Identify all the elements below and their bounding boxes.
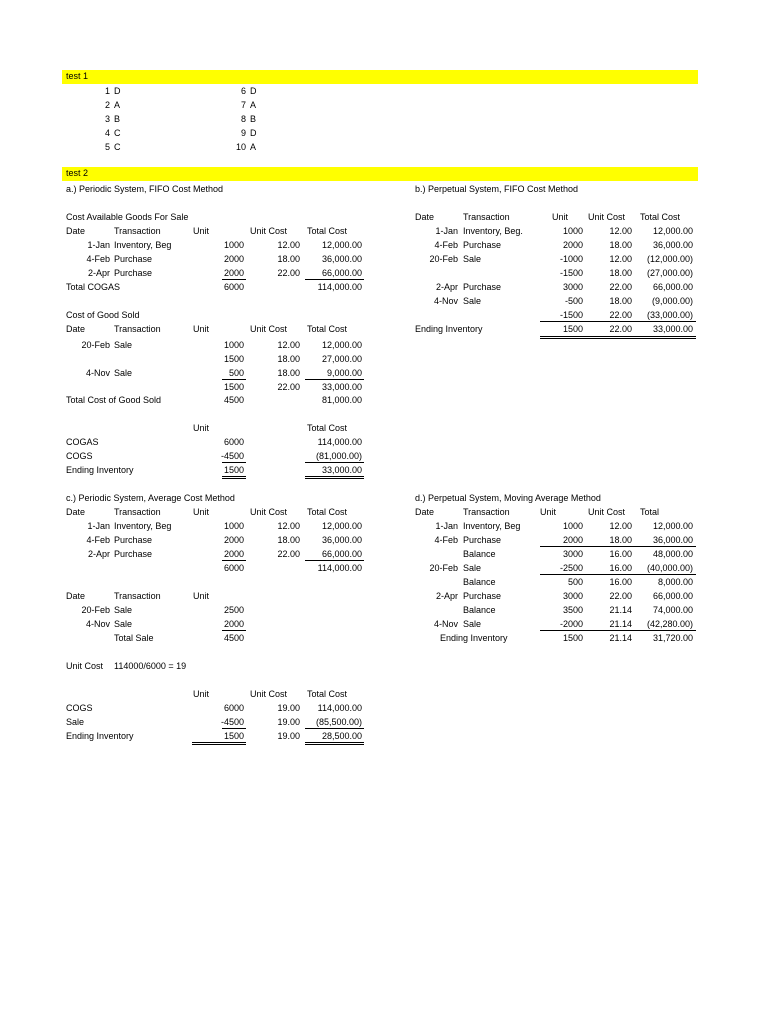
total-cost-cell: 66,000.00 <box>321 549 362 559</box>
transaction-cell: Sale <box>463 619 482 629</box>
header-transaction: Transaction <box>114 591 161 601</box>
summary-unit: 1500 <box>223 465 244 475</box>
total-cost-cell: 12,000.00 <box>321 340 362 350</box>
answer-number: 7 <box>240 100 246 110</box>
transaction-cell: Balance <box>463 549 496 559</box>
transaction-cell: Purchase <box>463 535 502 545</box>
header-total-cost: Total Cost <box>307 324 348 334</box>
summary-unit: 1500 <box>223 731 244 741</box>
header-unit: Unit <box>193 507 210 517</box>
unit-cost-cell: 18.00 <box>277 354 300 364</box>
date-cell: 4-Feb <box>86 535 110 545</box>
header-date: Date <box>66 226 86 236</box>
total-cell: 8,000.00 <box>657 577 693 587</box>
header-unit: Unit <box>552 212 569 222</box>
total-cost-cell: (27,000.00) <box>646 268 693 278</box>
answer-letter: A <box>250 142 257 152</box>
answer-letter: C <box>114 128 121 138</box>
transaction-cell: Inventory, Beg. <box>463 226 523 236</box>
unit-cell: 1000 <box>223 240 244 250</box>
total-cost-cell: (33,000.00) <box>646 310 693 320</box>
unit-cell: 1500 <box>562 633 583 643</box>
unit-cell: 2500 <box>223 605 244 615</box>
total-sale-label: Total Sale <box>114 633 154 643</box>
double-underline <box>540 336 696 339</box>
answer-letter: D <box>114 86 121 96</box>
summary-unit-cost: 19.00 <box>277 703 300 713</box>
underline <box>222 630 246 631</box>
section-b-title: b.) Perpetual System, FIFO Cost Method <box>415 184 579 194</box>
header-transaction: Transaction <box>463 507 510 517</box>
transaction-cell: Ending Inventory <box>440 633 508 643</box>
total-cell: 48,000.00 <box>652 549 693 559</box>
total-cogs-unit: 4500 <box>223 395 244 405</box>
ending-inventory-value: 33,000.00 <box>652 324 693 334</box>
total-cost-cell: 36,000.00 <box>321 254 362 264</box>
header-date: Date <box>66 591 86 601</box>
unit-cell: 3000 <box>562 549 583 559</box>
unit-cost-cell: 16.00 <box>609 549 632 559</box>
summary-value: 114,000.00 <box>317 703 362 713</box>
underline <box>222 728 246 729</box>
summary-unit: 6000 <box>223 437 244 447</box>
unit-cell: 500 <box>567 577 583 587</box>
summary-label: COGS <box>66 703 93 713</box>
unit-cost-cell: 22.00 <box>609 591 632 601</box>
transaction-cell: Balance <box>463 605 496 615</box>
header-unit-cost: Unit Cost <box>250 507 288 517</box>
answer-letter: A <box>114 100 121 110</box>
cogs-title: Cost of Good Sold <box>66 310 140 320</box>
answer-number: 2 <box>104 100 110 110</box>
summary-label: Ending Inventory <box>66 465 134 475</box>
header-date: Date <box>66 507 86 517</box>
unit-cost-cell: 22.00 <box>277 268 300 278</box>
transaction-cell: Inventory, Beg <box>114 521 172 531</box>
ending-inventory-unit-cost: 22.00 <box>609 324 632 334</box>
answer-letter: A <box>250 100 257 110</box>
unit-cell: 1500 <box>223 382 244 392</box>
date-cell: 1-Jan <box>435 521 458 531</box>
total-unit: 6000 <box>223 563 244 573</box>
unit-cost-cell: 12.00 <box>609 226 632 236</box>
section-d-title: d.) Perpetual System, Moving Average Method <box>415 493 601 503</box>
cogas-title: Cost Available Goods For Sale <box>66 212 189 222</box>
total-cogas-unit: 6000 <box>223 282 244 292</box>
transaction-cell: Sale <box>114 619 133 629</box>
unit-cost-cell: 22.00 <box>277 382 300 392</box>
unit-cost-cell: 21.14 <box>609 633 632 643</box>
summary-unit-cost: 19.00 <box>277 717 300 727</box>
header-unit: Unit <box>193 591 210 601</box>
answer-number: 1 <box>104 86 110 96</box>
underline <box>305 728 364 729</box>
underline <box>305 462 364 463</box>
unit-cost-calculation: 114000/6000 = 19 <box>114 661 187 671</box>
total-cell: (40,000.00) <box>646 563 693 573</box>
transaction-cell: Purchase <box>463 282 502 292</box>
summary-value: 33,000.00 <box>321 465 362 475</box>
test1-title: test 1 <box>66 71 89 81</box>
total-cost-cell: 36,000.00 <box>321 535 362 545</box>
transaction-cell: Purchase <box>463 240 502 250</box>
header-unit: Unit <box>193 423 210 433</box>
answer-letter: D <box>250 128 257 138</box>
total-cost-cell: (9,000.00) <box>651 296 693 306</box>
date-cell: 2-Apr <box>87 268 110 278</box>
answer-letter: C <box>114 142 121 152</box>
total-cell: 31,720.00 <box>652 633 693 643</box>
transaction-cell: Inventory, Beg <box>463 521 521 531</box>
header-date: Date <box>415 212 435 222</box>
header-unit-cost: Unit Cost <box>588 212 626 222</box>
unit-cell: -1000 <box>559 254 583 264</box>
total-cost-cell: 27,000.00 <box>321 354 362 364</box>
underline <box>222 379 246 380</box>
transaction-cell: Purchase <box>114 268 153 278</box>
transaction-cell: Sale <box>114 340 133 350</box>
unit-cell: -2000 <box>559 619 583 629</box>
header-unit: Unit <box>193 689 210 699</box>
total-cost-cell: 33,000.00 <box>321 382 362 392</box>
transaction-cell: Purchase <box>114 549 153 559</box>
transaction-cell: Purchase <box>114 254 153 264</box>
underline <box>222 560 246 561</box>
answer-number: 6 <box>240 86 246 96</box>
answer-letter: D <box>250 86 257 96</box>
unit-cost-cell: 18.00 <box>277 535 300 545</box>
total-cogs-label: Total Cost of Good Sold <box>66 395 162 405</box>
unit-cell: 1500 <box>223 354 244 364</box>
summary-unit-cost: 19.00 <box>277 731 300 741</box>
date-cell: 1-Jan <box>87 521 110 531</box>
double-underline <box>222 476 246 479</box>
header-total-cost: Total Cost <box>307 226 348 236</box>
unit-cost-cell: 18.00 <box>609 535 632 545</box>
date-cell: 4-Nov <box>85 619 110 629</box>
date-cell: 4-Nov <box>433 619 458 629</box>
unit-cost-cell: 22.00 <box>609 310 632 320</box>
test1-header-band <box>62 70 698 84</box>
total-cost-cell: (12,000.00) <box>646 254 693 264</box>
double-underline <box>305 742 364 745</box>
answer-number: 9 <box>240 128 246 138</box>
unit-cost-cell: 18.00 <box>609 240 632 250</box>
unit-cell: 3500 <box>562 605 583 615</box>
summary-label: COGAS <box>66 437 99 447</box>
date-cell: 2-Apr <box>435 591 458 601</box>
unit-cost-cell: 16.00 <box>609 577 632 587</box>
answer-letter: B <box>250 114 257 124</box>
total-cogas-label: Total COGAS <box>66 282 121 292</box>
header-total-cost: Total Cost <box>640 212 681 222</box>
date-cell: 4-Nov <box>85 368 110 378</box>
summary-label: Ending Inventory <box>66 731 134 741</box>
unit-cost-cell: 22.00 <box>277 549 300 559</box>
date-cell: 1-Jan <box>87 240 110 250</box>
total-cell: 36,000.00 <box>652 535 693 545</box>
summary-label: Sale <box>66 717 85 727</box>
answer-letter: B <box>114 114 121 124</box>
underline <box>540 321 696 322</box>
answer-number: 3 <box>104 114 110 124</box>
section-a-title: a.) Periodic System, FIFO Cost Method <box>66 184 224 194</box>
unit-cost-cell: 18.00 <box>277 254 300 264</box>
date-cell: 20-Feb <box>429 254 458 264</box>
date-cell: 4-Feb <box>434 535 458 545</box>
date-cell: 20-Feb <box>81 605 110 615</box>
unit-cost-cell: 16.00 <box>609 563 632 573</box>
transaction-cell: Sale <box>114 368 133 378</box>
transaction-cell: Sale <box>114 605 133 615</box>
date-cell: 20-Feb <box>81 340 110 350</box>
header-total: Total <box>640 507 660 517</box>
header-unit-cost: Unit Cost <box>250 226 288 236</box>
header-transaction: Transaction <box>114 507 161 517</box>
summary-label: COGS <box>66 451 93 461</box>
double-underline <box>192 742 246 745</box>
summary-value: (85,500.00) <box>315 717 362 727</box>
unit-cost-cell: 12.00 <box>277 240 300 250</box>
underline <box>305 560 364 561</box>
unit-cost-cell: 12.00 <box>609 254 632 264</box>
date-cell: 2-Apr <box>87 549 110 559</box>
date-cell: 4-Nov <box>433 296 458 306</box>
transaction-cell: Balance <box>463 577 496 587</box>
total-cost-cell: 12,000.00 <box>321 240 362 250</box>
transaction-cell: Purchase <box>463 591 502 601</box>
total-cost-cell: 36,000.00 <box>652 240 693 250</box>
header-unit-cost: Unit Cost <box>250 689 288 699</box>
total-cogs-value: 81,000.00 <box>321 395 362 405</box>
total-cell: 66,000.00 <box>652 591 693 601</box>
unit-cell: -500 <box>564 296 583 306</box>
unit-cell: 2000 <box>562 240 583 250</box>
header-transaction: Transaction <box>114 226 161 236</box>
unit-cost-cell: 18.00 <box>609 268 632 278</box>
header-transaction: Transaction <box>114 324 161 334</box>
unit-cost-cell: 18.00 <box>277 368 300 378</box>
unit-cell: 2000 <box>223 254 244 264</box>
transaction-cell: Inventory, Beg <box>114 240 172 250</box>
transaction-cell: Sale <box>463 563 482 573</box>
answer-number: 4 <box>104 128 110 138</box>
unit-cell: -1500 <box>559 310 583 320</box>
summary-unit: -4500 <box>220 717 244 727</box>
unit-cell: 500 <box>228 368 244 378</box>
transaction-cell: Purchase <box>114 535 153 545</box>
unit-cell: 2000 <box>223 549 244 559</box>
section-c-title: c.) Periodic System, Average Cost Method <box>66 493 235 503</box>
unit-cost-cell: 12.00 <box>277 521 300 531</box>
total-cost-cell: 66,000.00 <box>652 282 693 292</box>
test2-title: test 2 <box>66 168 89 178</box>
total-cost-cell: 12,000.00 <box>652 226 693 236</box>
header-unit: Unit <box>540 507 557 517</box>
double-underline <box>305 476 364 479</box>
unit-cell: 1000 <box>562 521 583 531</box>
total-cost-cell: 12,000.00 <box>321 521 362 531</box>
total-cell: 12,000.00 <box>652 521 693 531</box>
header-transaction: Transaction <box>463 212 510 222</box>
date-cell: 4-Feb <box>86 254 110 264</box>
header-unit: Unit <box>193 226 210 236</box>
unit-cell: -1500 <box>559 268 583 278</box>
transaction-cell: Sale <box>463 254 482 264</box>
header-date: Date <box>415 507 435 517</box>
summary-value: 28,500.00 <box>321 731 362 741</box>
unit-cell: 2000 <box>223 619 244 629</box>
underline <box>305 279 364 280</box>
date-cell: 2-Apr <box>435 282 458 292</box>
unit-cell: 3000 <box>562 591 583 601</box>
underline <box>540 574 696 575</box>
answer-number: 5 <box>104 142 110 152</box>
underline <box>540 630 696 631</box>
total-cost-cell: 66,000.00 <box>321 268 362 278</box>
header-total-cost: Total Cost <box>307 507 348 517</box>
header-unit: Unit <box>193 324 210 334</box>
unit-cell: 2000 <box>562 535 583 545</box>
test2-header-band <box>62 167 698 181</box>
total-sale-unit: 4500 <box>223 633 244 643</box>
unit-cost-label: Unit Cost <box>66 661 104 671</box>
unit-cost-cell: 12.00 <box>609 521 632 531</box>
header-unit-cost: Unit Cost <box>250 324 288 334</box>
summary-unit: 6000 <box>223 703 244 713</box>
unit-cost-cell: 21.14 <box>609 605 632 615</box>
unit-cost-cell: 22.00 <box>609 282 632 292</box>
summary-value: (81,000.00) <box>315 451 362 461</box>
unit-cell: 3000 <box>562 282 583 292</box>
date-cell: 20-Feb <box>429 563 458 573</box>
total-cell: (42,280.00) <box>646 619 693 629</box>
header-total-cost: Total Cost <box>307 423 348 433</box>
unit-cell: 1000 <box>223 340 244 350</box>
summary-unit: -4500 <box>220 451 244 461</box>
unit-cost-cell: 21.14 <box>609 619 632 629</box>
header-date: Date <box>66 324 86 334</box>
unit-cell: 1000 <box>562 226 583 236</box>
unit-cell: -2500 <box>559 563 583 573</box>
total-cost: 114,000.00 <box>317 563 362 573</box>
underline <box>305 379 364 380</box>
unit-cost-cell: 18.00 <box>609 296 632 306</box>
total-cogas-value: 114,000.00 <box>317 282 362 292</box>
underline <box>222 462 246 463</box>
date-cell: 1-Jan <box>435 226 458 236</box>
underline <box>222 279 246 280</box>
total-cost-cell: 9,000.00 <box>326 368 362 378</box>
summary-value: 114,000.00 <box>317 437 362 447</box>
header-unit-cost: Unit Cost <box>588 507 626 517</box>
unit-cell: 2000 <box>223 268 244 278</box>
unit-cell: 2000 <box>223 535 244 545</box>
total-cell: 74,000.00 <box>652 605 693 615</box>
unit-cell: 1000 <box>223 521 244 531</box>
ending-inventory-unit: 1500 <box>562 324 583 334</box>
answer-number: 8 <box>240 114 246 124</box>
unit-cost-cell: 12.00 <box>277 340 300 350</box>
transaction-cell: Sale <box>463 296 482 306</box>
header-total-cost: Total Cost <box>307 689 348 699</box>
ending-inventory-label: Ending Inventory <box>415 324 483 334</box>
underline <box>540 546 696 547</box>
date-cell: 4-Feb <box>434 240 458 250</box>
answer-number: 10 <box>235 142 246 152</box>
